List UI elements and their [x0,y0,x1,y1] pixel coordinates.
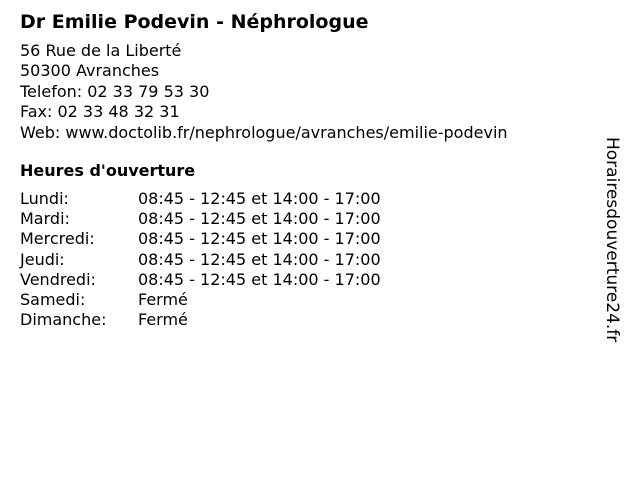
hours-row-dimanche [20,310,600,330]
fax-number: Fax: 02 33 48 32 31 [20,102,180,122]
city-postcode: 50300 Avranches [20,61,160,81]
day-label: Mardi: [20,209,70,229]
address-block [20,41,600,143]
day-hours: 08:45 - 12:45 et 14:00 - 17:00 [138,249,381,269]
day-label: Samedi: [20,290,86,310]
hours-row-samedi [20,290,600,310]
hours-row-mardi [20,209,600,229]
hours-row-lundi [20,189,600,209]
day-hours: 08:45 - 12:45 et 14:00 - 17:00 [138,269,381,289]
day-label: Dimanche: [20,310,107,330]
hours-table [20,189,600,330]
day-label: Lundi: [20,189,69,209]
day-hours: 08:45 - 12:45 et 14:00 - 17:00 [138,209,381,229]
doctor-info-card [20,9,600,330]
day-label: Vendredi: [20,269,96,289]
day-label: Mercredi: [20,229,95,249]
day-hours: Fermé [138,290,188,310]
day-hours: 08:45 - 12:45 et 14:00 - 17:00 [138,189,381,209]
website-url: Web: www.doctolib.fr/nephrologue/avranches/emilie-podevin [20,122,508,142]
site-watermark: Horairesdouverture24.fr [602,137,622,343]
hours-row-jeudi [20,250,600,270]
hours-row-vendredi [20,270,600,290]
day-label: Jeudi: [20,249,65,269]
page-title: Dr Emilie Podevin - Néphrologue [20,11,369,33]
street-address: 56 Rue de la Liberté [20,41,182,60]
phone-number: Telefon: 02 33 79 53 30 [20,81,210,101]
hours-heading: Heures d'ouverture [20,161,196,181]
hours-row-mercredi [20,229,600,249]
day-hours: 08:45 - 12:45 et 14:00 - 17:00 [138,229,381,249]
day-hours: Fermé [138,310,188,330]
